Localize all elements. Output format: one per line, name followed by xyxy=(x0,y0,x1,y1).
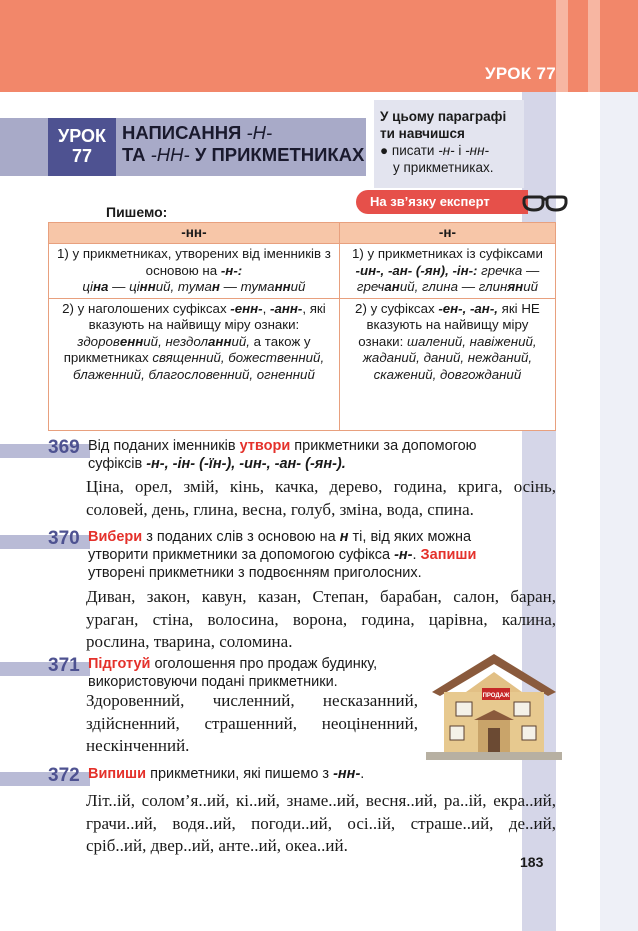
expert-link-button[interactable]: На зв’язку експерт xyxy=(356,190,528,214)
top-stripe xyxy=(588,0,600,92)
top-band xyxy=(0,0,638,92)
exercise-instruction: Від поданих іменників утвори прикметники за допомогою суфіксів -н-, -ін- (-їн-), -ин-, -ан- (-ян-). xyxy=(88,438,477,472)
exercise-instruction: Випиши прикметники, які пишемо з -нн-. xyxy=(88,766,365,782)
rule-cell: 1) у прикметниках із суфіксами -ин-, -ан- (-ян), -ін-: гречка — гречаний, глина — глиняний xyxy=(339,244,555,299)
exercise-instruction: Підготуй оголошення про продаж будинку, використовуючи подані прикметники. xyxy=(88,656,378,690)
exercise-text: Літ..ій, солом’я..ий, кі..ий, знаме..ий, весня..ий, ра..ій, екра..ий, грачи..ий, водя..ий, погоди..ий, осі..ій, страше..ий, де..ий, сріб..ий, двер..ий, анте..ий, океа..ий. xyxy=(86,791,556,855)
column-header: -нн- xyxy=(49,223,340,244)
exercise-instruction: Вибери з поданих слів з основою на н ті, від яких можна утворити прикметники за допомогою суфікса -н-. Запиши утворені прикметники з подвоєнням приголосних. xyxy=(88,529,477,581)
exercise-text: Здоровенний, численний, несказанний, здійсненний, страшенний, неоціненний, нескінченний. xyxy=(86,691,418,755)
house-image xyxy=(426,648,562,760)
glasses-icon xyxy=(522,188,568,216)
rule-cell: 2) у суфіксах -ен-, -ан-, які НЕ вказують на найвищу міру ознаки: шалений, навіжений, жаданий, даний, нежданий, скажений, довгожданий xyxy=(339,298,555,430)
title-row xyxy=(0,118,366,176)
exercise-text: Ціна, орел, змій, кінь, качка, дерево, година, крига, осінь, соловей, день, глина, весна, голуб, зміна, вода, спина. xyxy=(86,477,556,519)
rule-cell: 2) у наголошених суфіксах -енн-, -анн-, які вказують на найвищу міру ознаки: здоровенний, нездоланний, а також у прикметниках священний, божественний, блаженний, благословенний, огненний xyxy=(49,298,340,430)
write-label: Пишемо: xyxy=(106,204,168,220)
learning-goals-box: У цьому параграфі ти навчишся ● писати -н- і -нн- у прикметниках. xyxy=(374,100,524,188)
right-margin-strip xyxy=(600,92,638,931)
spelling-rules-table xyxy=(48,222,556,431)
house-sign: ПРОДАЖ xyxy=(482,693,510,699)
exercise-number: 370 xyxy=(48,528,80,549)
exercise-number: 371 xyxy=(48,655,80,676)
exercise-number: 372 xyxy=(48,765,80,786)
top-stripe xyxy=(556,0,568,92)
column-header: -н- xyxy=(339,223,555,244)
lesson-number-box: УРОК 77 xyxy=(48,118,116,176)
page-number: 183 xyxy=(520,854,544,870)
lesson-tag: УРОК 77 xyxy=(484,64,556,83)
page-title: НАПИСАННЯ -Н- ТА -НН- У ПРИКМЕТНИКАХ xyxy=(122,122,365,165)
exercise-text: Диван, закон, кавун, казан, Степан, барабан, салон, баран, ураган, стіна, волосина, ворона, година, царівна, калина, рослина, тварина, соломина. xyxy=(86,587,556,651)
rule-cell: 1) у прикметниках, утворених від іменників з основою на -н-: ціна — цінний, туман — туманний xyxy=(49,244,340,299)
exercise-number: 369 xyxy=(48,437,80,458)
